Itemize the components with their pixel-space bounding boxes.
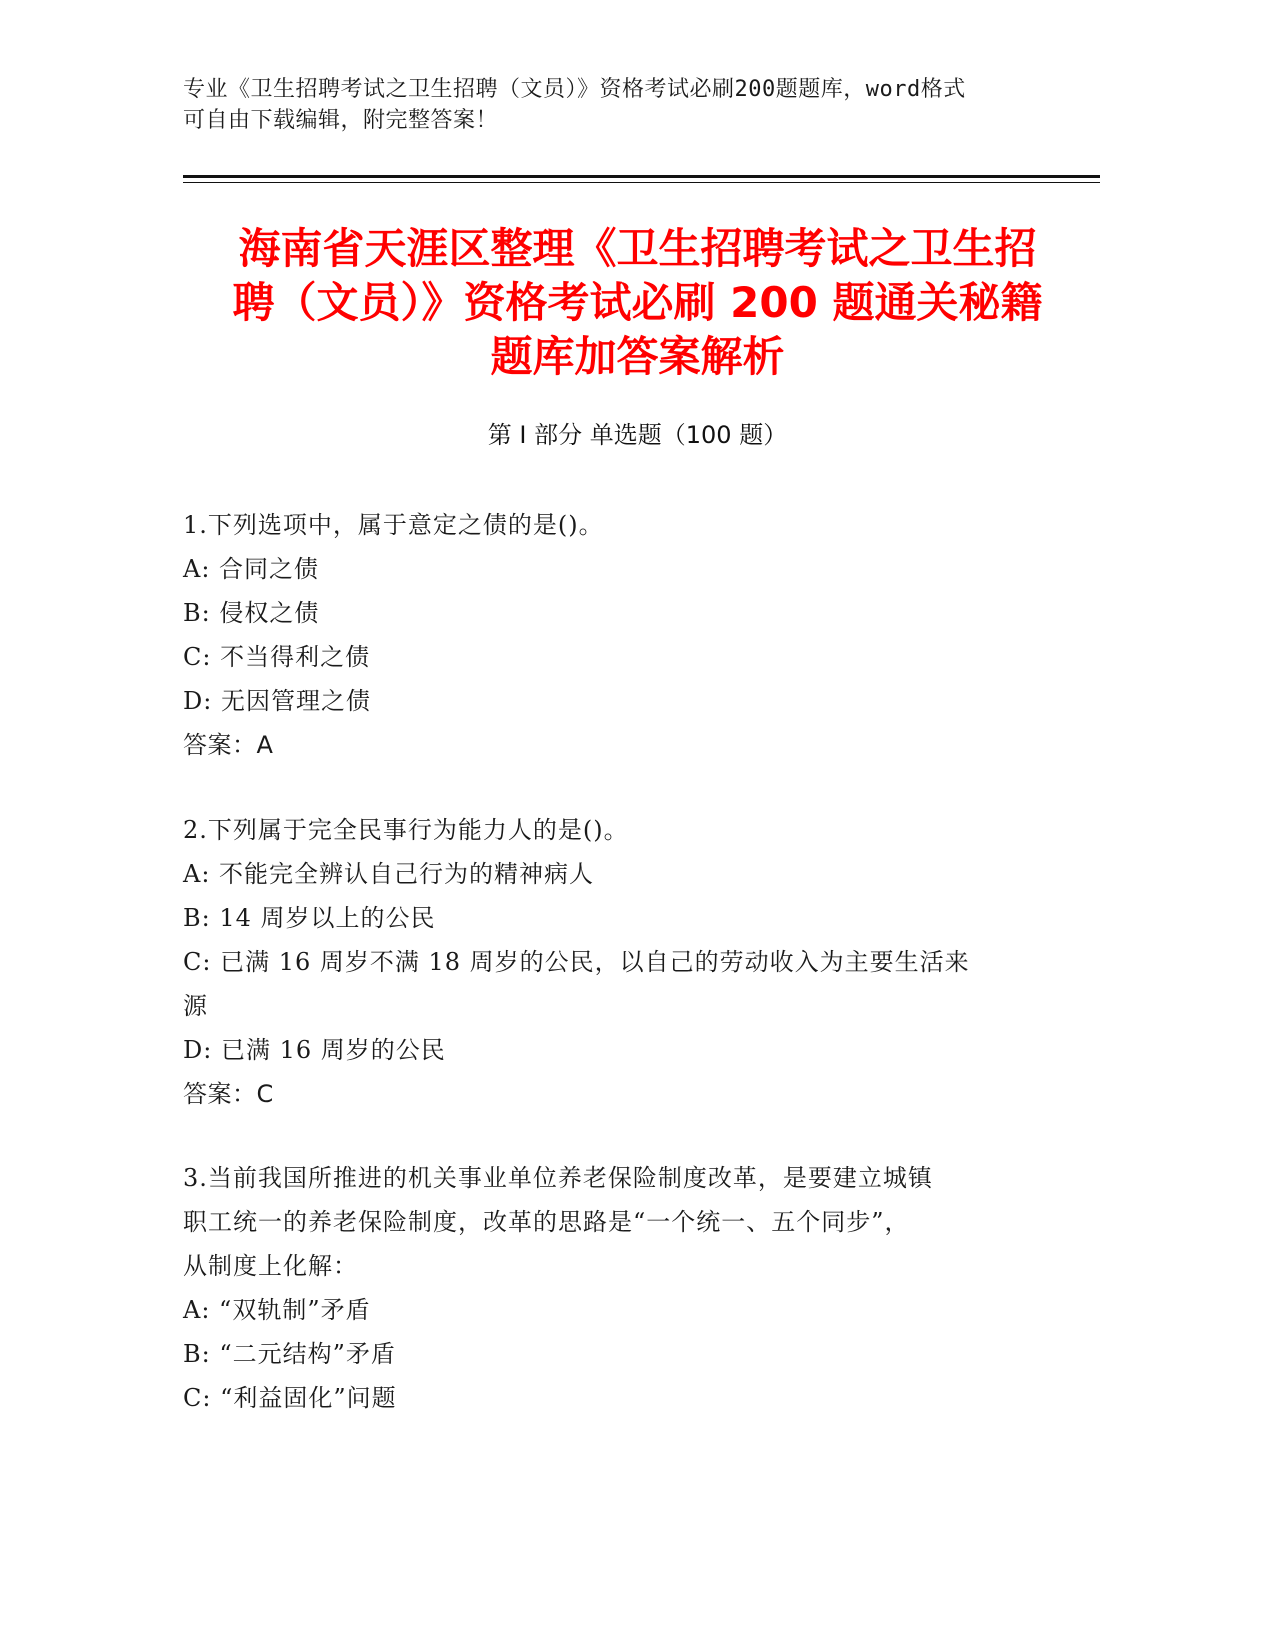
header-rule-thick (183, 175, 1100, 178)
header-note-line: 可自由下载编辑，附完整答案！ (183, 108, 499, 133)
question-stem-line: 职工统一的养老保险制度，改革的思路是“一个统一、五个同步”， (183, 1208, 910, 1236)
question-option-continued: 源 (183, 992, 208, 1020)
header-note-line: 专业《卫生招聘考试之卫生招聘（文员）》资格考试必刷200题题库，word格式 (183, 77, 966, 102)
question-stem-line: 3.当前我国所推进的机关事业单位养老保险制度改革，是要建立城镇 (183, 1164, 933, 1192)
header-note (183, 74, 1063, 136)
question-option: B: 14 周岁以上的公民 (183, 904, 436, 932)
question-option: C: 不当得利之债 (183, 643, 371, 671)
question-option: A: 不能完全辨认自己行为的精神病人 (183, 860, 595, 888)
question-option: D: 无因管理之债 (183, 687, 371, 715)
document-title (180, 222, 1095, 384)
question-block (183, 808, 1043, 1116)
question-option: A: 合同之债 (183, 555, 320, 583)
section-heading: 第 I 部分 单选题（100 题） (487, 421, 788, 449)
question-answer: 答案：C (183, 1080, 274, 1108)
question-option: B: “二元结构”矛盾 (183, 1340, 396, 1368)
question-stem-line: 从制度上化解： (183, 1252, 358, 1280)
question-option: A: “双轨制”矛盾 (183, 1296, 371, 1324)
title-line: 海南省天涯区整理《卫生招聘考试之卫生招 (238, 224, 1037, 273)
question-stem: 1.下列选项中，属于意定之债的是()。 (183, 511, 604, 539)
header-rule-thin (183, 182, 1100, 183)
question-stem: 2.下列属于完全民事行为能力人的是()。 (183, 816, 629, 844)
question-option: C: 已满 16 周岁不满 18 周岁的公民，以自己的劳动收入为主要生活来 (183, 948, 970, 976)
title-line: 聘（文员）》资格考试必刷 200 题通关秘籍 (232, 278, 1043, 327)
question-block (183, 1156, 1043, 1420)
title-line: 题库加答案解析 (490, 332, 785, 381)
question-block (183, 503, 1043, 767)
question-answer: 答案：A (183, 731, 274, 759)
question-option: D: 已满 16 周岁的公民 (183, 1036, 446, 1064)
question-option: B: 侵权之债 (183, 599, 320, 627)
question-option: C: “利益固化”问题 (183, 1384, 397, 1412)
